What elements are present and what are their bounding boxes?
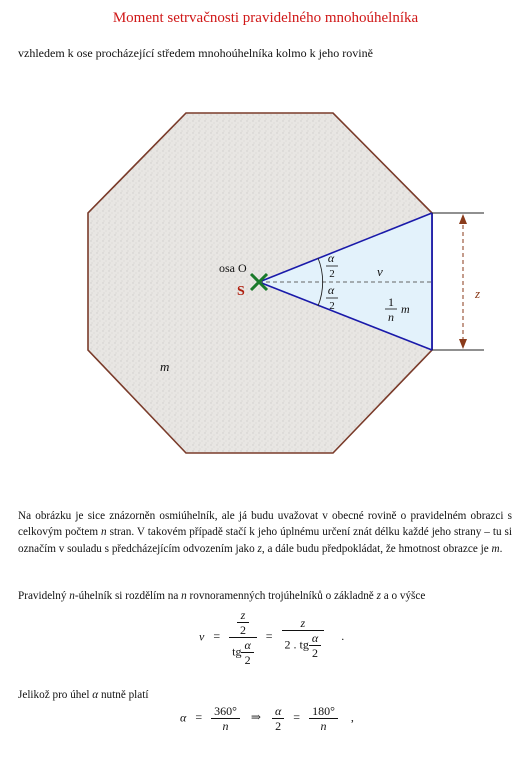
height-equation: v = $\frac{z}{2}$ tg $\frac{\alpha}{2}$ = z 2 . tg $\frac{\alpha}{2}$ . [199,608,345,667]
paragraph-division: Pravidelný n-úhelník si rozdělím na n rovnoramenných trojúhelníků o základně z a o výšce [18,590,426,602]
page-subtitle: vzhledem k ose procházející středem mnohoúhelníka kolmo k jeho rovině [18,46,373,60]
height-label: v [377,264,383,279]
paragraph-intro: Na obrázku je sice znázorněn osmiúhelník, ale já budu uvažovat v obecné rovině o pravidelném obrazci s celkovým počtem n stran. V takovém případě stačí k jeho úplnému určení znát délku každé jeho strany – tu si označím v souladu s předcházejícím odvozením jako z, a dále budu předpokládat, že hmotnost obrazce je m. [18,510,512,555]
center-label: S [237,284,245,299]
svg-text:1: 1 [388,295,394,309]
axis-label: osa O [219,261,247,275]
paragraph-angle: Jelikož pro úhel α nutně platí [18,689,149,701]
angle-equation: α = $\frac{360^\circ}{n}$ ⇒ $\frac{\alpha}{2}$ = $\frac{180^\circ}{n}$ , [180,704,354,733]
page-title: Moment setrvačnosti pravidelného mnohoúhelníka [112,10,419,26]
svg-text:2: 2 [329,300,335,312]
svg-text:α: α [327,283,335,297]
side-label: z [475,286,481,301]
svg-text:2: 2 [329,268,335,280]
mass-label: m [160,359,170,374]
svg-text:n: n [388,310,394,324]
octagon-figure [80,100,500,475]
svg-text:α: α [327,251,335,265]
svg-text:m: m [401,302,410,316]
